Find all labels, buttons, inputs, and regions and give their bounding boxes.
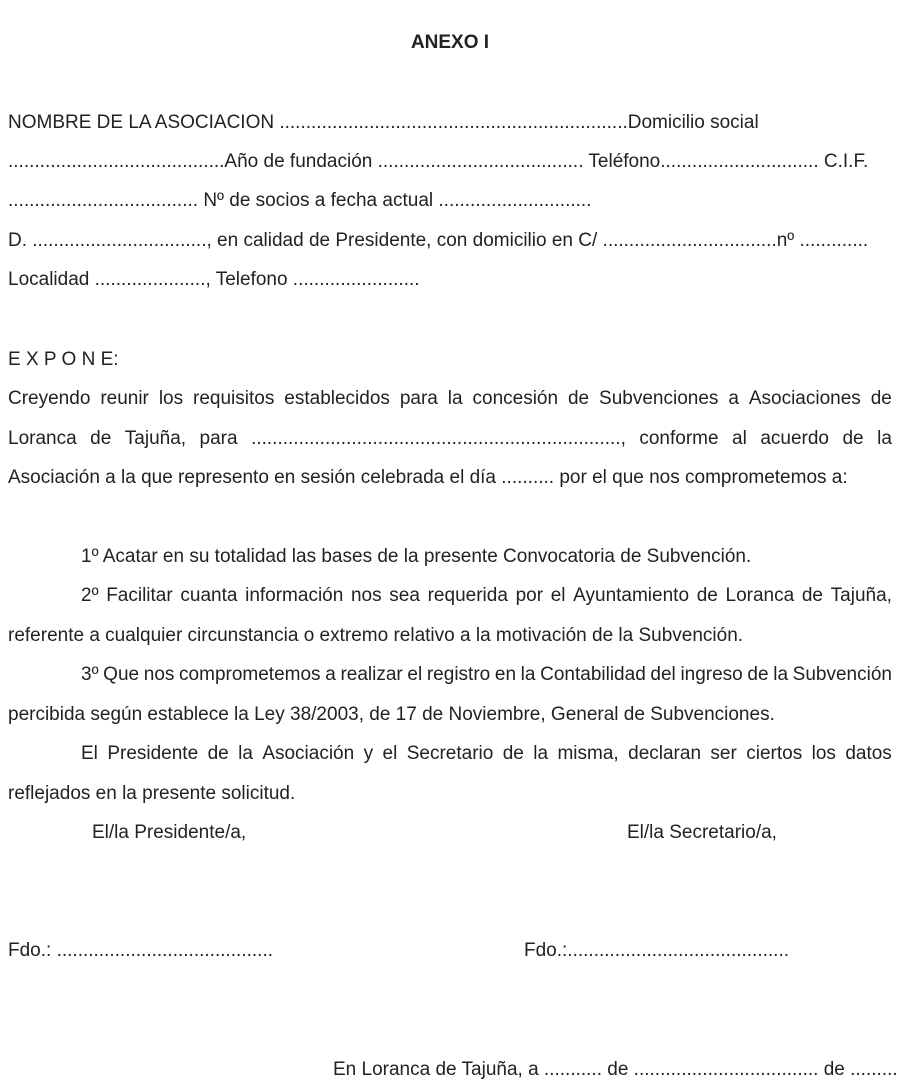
item-4-line-1-word: ser xyxy=(710,743,737,764)
header-line-association-name: NOMBRE DE LA ASOCIACION ..................................................................Domicilio social xyxy=(8,112,759,133)
item-3-line-1-word: 3º xyxy=(81,664,99,685)
item-3-line-1-word: la xyxy=(520,664,536,685)
expone-line-2-word: Tajuña, xyxy=(124,428,187,449)
expone-line-1-word: la xyxy=(447,388,463,409)
expone-line-1-word: concesión xyxy=(472,388,559,409)
item-2-line-2: referente a cualquier circunstancia o extremo relativo a la motivación de la Subvención. xyxy=(8,625,744,646)
expone-line-1-word: Subvenciones xyxy=(599,388,719,409)
item-2-line-1-word: 2º xyxy=(81,585,99,606)
item-3-line-1-word: el xyxy=(407,664,423,685)
president-signature-label: El/la Presidente/a, xyxy=(92,822,247,843)
header-line-foundation-year: .........................................Año de fundación ....................................... Teléfono.............................. C.I.F. xyxy=(8,151,869,172)
item-4-line-1-word: ciertos xyxy=(746,743,803,764)
item-4-line-1 xyxy=(81,742,892,766)
header-line-president: D. ................................., en calidad de Presidente, con domicilio en C/ .................................nº ............. xyxy=(8,230,869,251)
item-3-line-1-word: a xyxy=(325,664,336,685)
item-4-line-1-word: la xyxy=(533,743,549,764)
item-3-line-1 xyxy=(81,663,892,687)
item-2-line-1-word: el xyxy=(550,585,566,606)
expone-line-1-word: de xyxy=(567,388,590,409)
item-3-line-1-word: la xyxy=(773,664,789,685)
item-3-line-1-word: realizar xyxy=(340,664,403,685)
expone-line-1-word: para xyxy=(399,388,438,409)
item-4-line-1-word: El xyxy=(81,743,98,764)
item-4-line-1-word: la xyxy=(238,743,253,764)
item-3-line-1-word: Contabilidad xyxy=(540,664,646,685)
expone-line-2-word: para xyxy=(199,428,238,449)
item-3-line-1-word: nos xyxy=(143,664,175,685)
item-3-line-1-word: Que xyxy=(103,664,140,685)
expone-heading: E X P O N E: xyxy=(8,349,119,370)
date-place-line: En Loranca de Tajuña, a ........... de ................................... de ......... xyxy=(333,1059,898,1080)
item-3-line-1-word: comprometemos xyxy=(179,664,321,685)
item-4-line-1-word: de xyxy=(207,743,229,764)
header-line-members: .................................... Nº de socios a fecha actual ............................. xyxy=(8,190,592,211)
item-4-line-1-word: misma, xyxy=(557,743,619,764)
expone-line-2-word: de xyxy=(842,428,864,449)
item-3-line-1-word: de xyxy=(747,664,769,685)
item-3-line-1-word: registro xyxy=(426,664,491,685)
item-4-line-1-word: los xyxy=(811,743,836,764)
item-4-line-1-word: el xyxy=(382,743,398,764)
expone-line-1-word: a xyxy=(728,388,739,409)
item-3-line-1-word: Subvención xyxy=(792,664,892,685)
item-4-line-1-word: Asociación xyxy=(262,743,355,764)
item-2-line-1-word: de xyxy=(696,585,718,606)
secretary-signature-line: Fdo.:.......................................... xyxy=(524,940,790,961)
expone-line-1-word: reunir xyxy=(100,388,149,409)
item-4-line-1-word: Presidente xyxy=(107,743,199,764)
item-3-line-2: percibida según establece la Ley 38/2003, de 17 de Noviembre, General de Subvenciones. xyxy=(8,704,775,725)
item-1: 1º Acatar en su totalidad las bases de la presente Convocatoria de Subvención. xyxy=(81,546,752,567)
item-2-line-1-word: cuanta xyxy=(180,585,238,606)
item-2-line-1-word: por xyxy=(515,585,544,606)
header-line-locality: Localidad ....................., Telefono ........................ xyxy=(8,269,420,290)
item-2-line-1-word: de xyxy=(801,585,823,606)
item-4-line-1-word: y xyxy=(363,743,374,764)
document-title: ANEXO I xyxy=(410,32,490,53)
expone-line-2-word: conforme xyxy=(639,428,719,449)
item-2-line-1-word: Loranca xyxy=(725,585,795,606)
expone-paragraph-line-1 xyxy=(8,387,892,411)
item-2-line-1-word: información xyxy=(245,585,344,606)
expone-paragraph-line-2 xyxy=(8,427,892,451)
item-3-line-1-word: del xyxy=(650,664,676,685)
expone-line-2-word: acuerdo xyxy=(760,428,829,449)
item-4-line-1-word: declaran xyxy=(628,743,702,764)
item-2-line-1-word: requerida xyxy=(427,585,508,606)
item-4-line-1-word: Secretario xyxy=(406,743,494,764)
item-2-line-1-word: sea xyxy=(389,585,420,606)
expone-line-1-word: requisitos xyxy=(193,388,275,409)
item-2-line-1-word: Tajuña, xyxy=(830,585,892,606)
expone-line-1-word: los xyxy=(158,388,184,409)
item-3-line-1-word: en xyxy=(494,664,517,685)
item-2-line-1-word: Facilitar xyxy=(106,585,173,606)
president-signature-line: Fdo.: ......................................... xyxy=(8,940,274,961)
expone-paragraph-line-3: Asociación a la que represento en sesión celebrada el día .......... por el que nos comprometemos a: xyxy=(8,467,848,488)
item-4-line-2: reflejados en la presente solicitud. xyxy=(8,783,296,804)
expone-line-1-word: de xyxy=(870,388,892,409)
expone-line-1-word: Asociaciones xyxy=(748,388,861,409)
item-4-line-1-word: datos xyxy=(845,743,892,764)
item-2-line-1-word: Ayuntamiento xyxy=(573,585,690,606)
secretary-signature-label: El/la Secretario/a, xyxy=(627,822,777,843)
expone-line-1-word: establecidos xyxy=(284,388,390,409)
item-2-line-1-word: nos xyxy=(350,585,382,606)
expone-line-2-word: Loranca xyxy=(8,428,77,449)
item-2-line-1 xyxy=(81,584,892,608)
expone-line-2-word: al xyxy=(732,428,747,449)
expone-line-2-word: ......................................................................, xyxy=(251,428,626,449)
item-4-line-1-word: de xyxy=(502,743,524,764)
expone-line-1-word: Creyendo xyxy=(8,388,91,409)
item-3-line-1-word: ingreso xyxy=(680,664,743,685)
expone-line-2-word: la xyxy=(877,428,892,449)
expone-line-2-word: de xyxy=(90,428,112,449)
